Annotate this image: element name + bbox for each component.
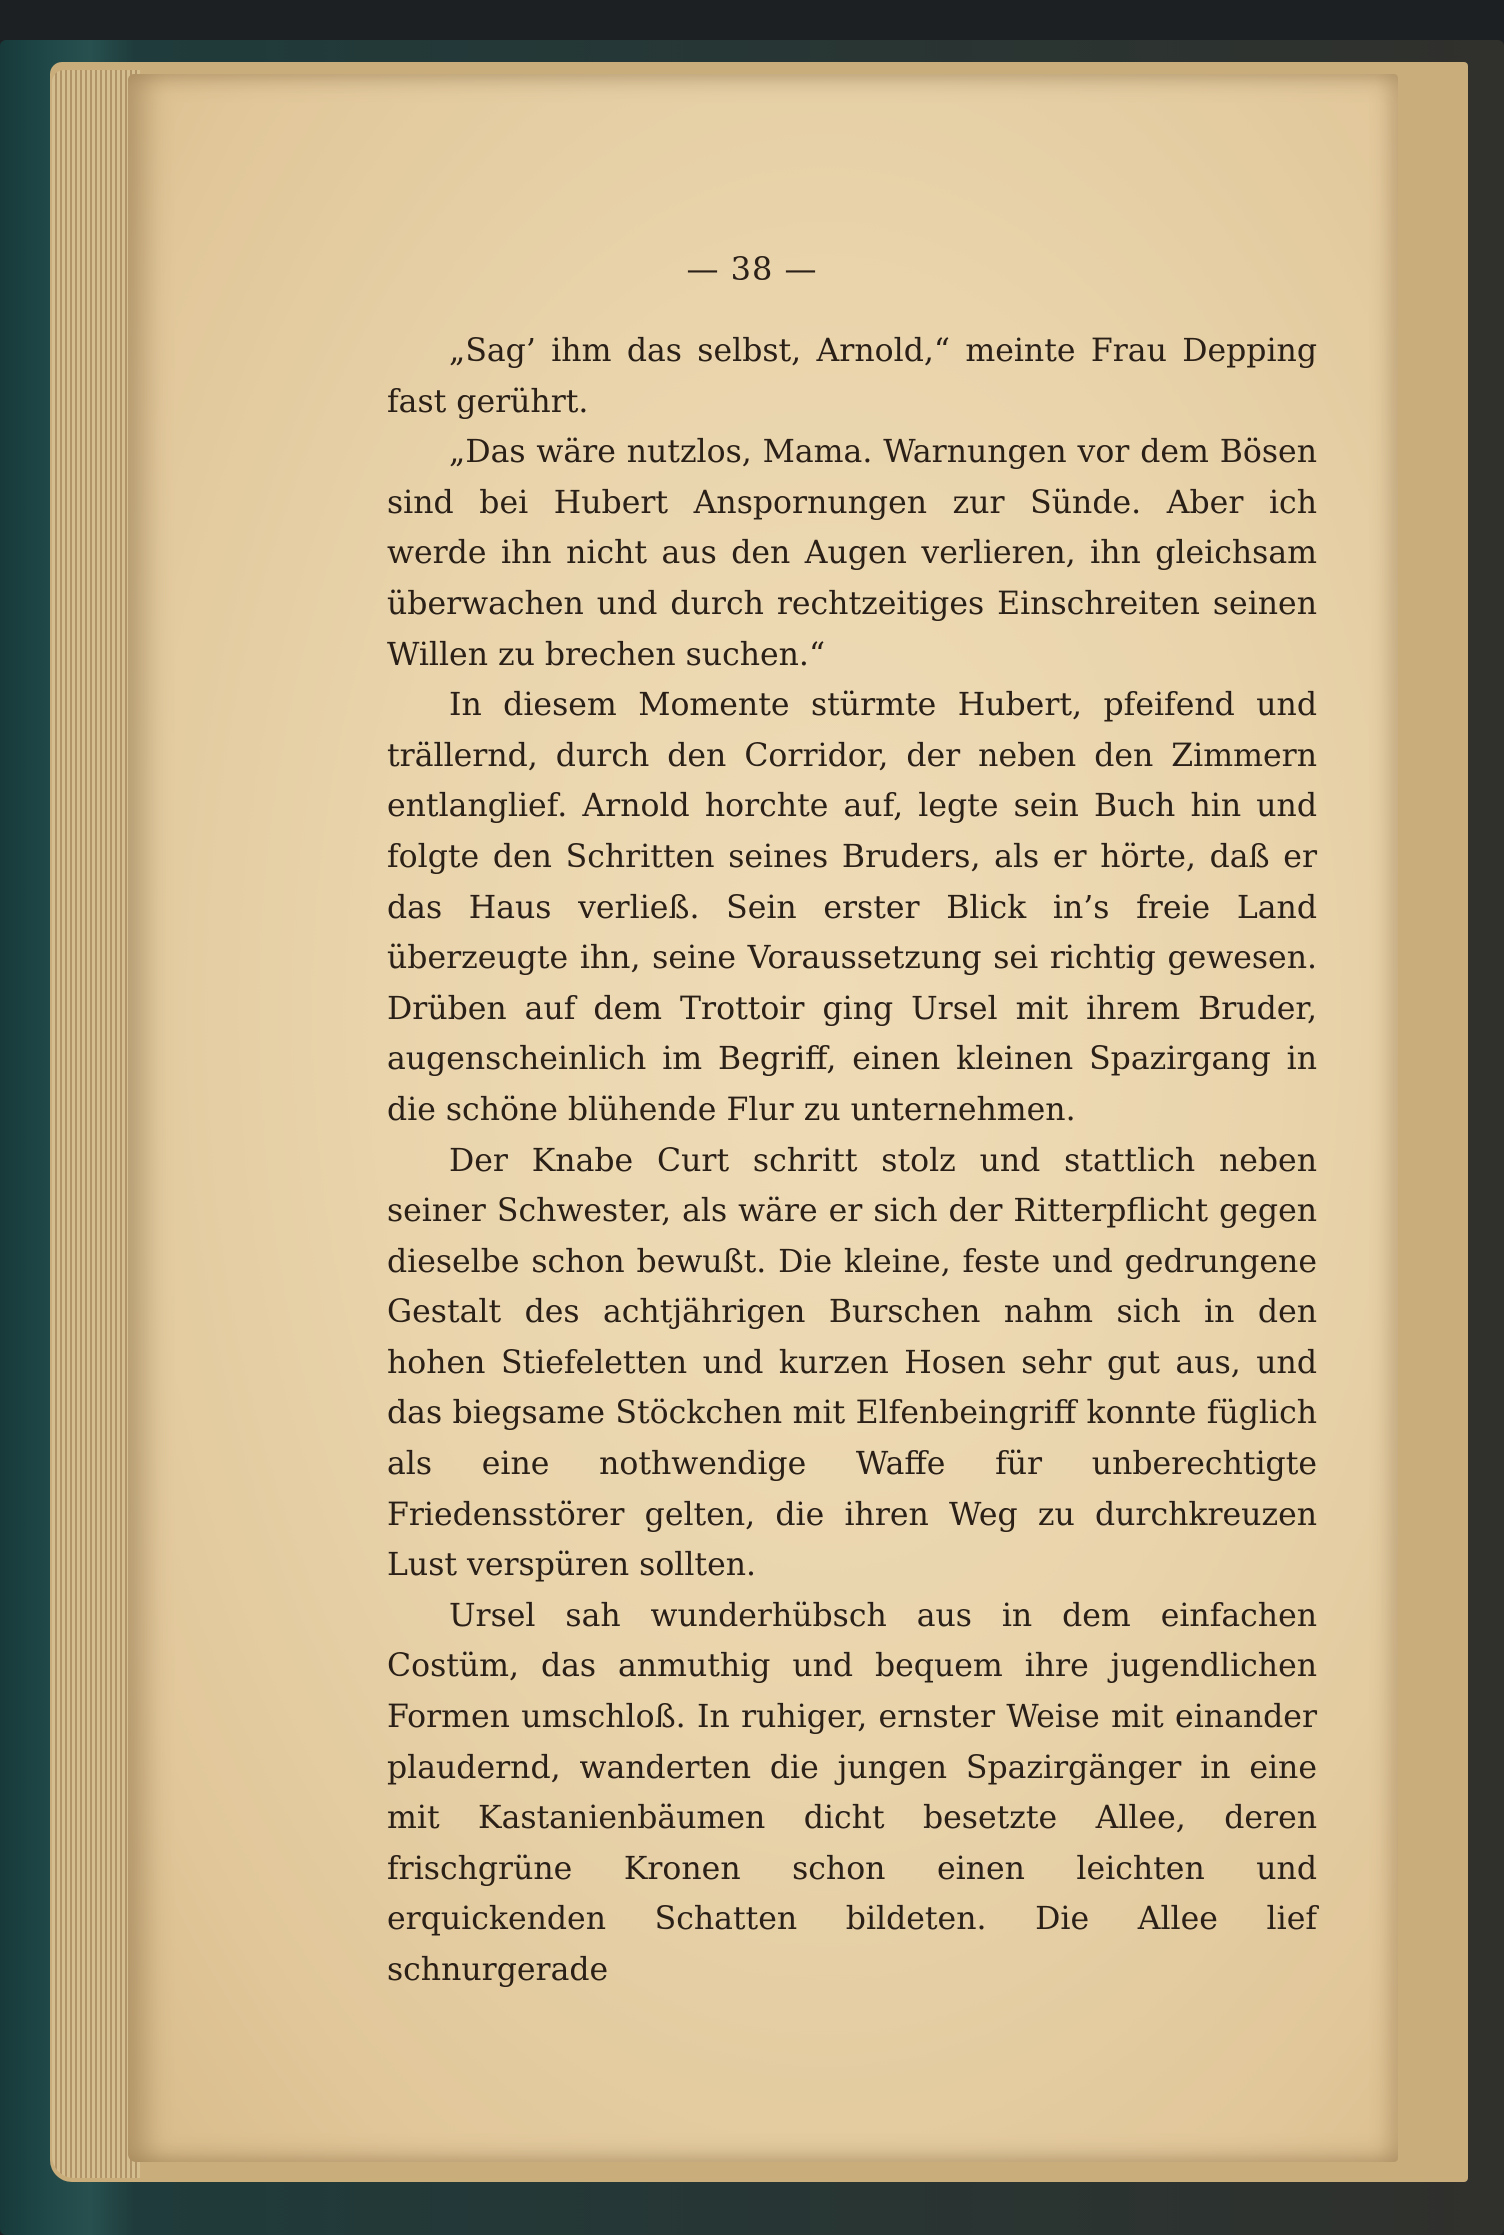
paragraph: Ursel sah wunderhübsch aus in dem einfachen Costüm, das anmuthig und bequem ihre jugendlichen Formen umschloß. In ruhiger, ernster Weise mit einander plaudernd, wanderten die jungen Spazirgänger in eine mit Kastanienbäumen dicht besetzte Allee, deren frischgrüne Kronen schon einen leichten und erquickenden Schatten bildeten. Die Allee lief schnurgerade — [387, 1597, 1317, 1988]
page-number: — 38 — — [686, 250, 818, 288]
paragraph: In diesem Momente stürmte Hubert, pfeifend und trällernd, durch den Corridor, der neben den Zimmern entlanglief. Arnold horchte auf, legte sein Buch hin und folgte den Schritten seines Bruders, als er hörte, daß er das Haus verließ. Sein erster Blick in’s freie Land überzeugte ihn, seine Voraussetzung sei richtig gewesen. Drüben auf dem Trottoir ging Ursel mit ihrem Bruder, augenscheinlich im Begriff, einen kleinen Spazirgang in die schöne blühende Flur zu unternehmen. — [387, 687, 1317, 1128]
paragraph: „Sag’ ihm das selbst, Arnold,“ meinte Frau Depping fast gerührt. — [387, 333, 1317, 420]
page-edges — [52, 70, 140, 2178]
paragraph: Der Knabe Curt schritt stolz und stattlich neben seiner Schwester, als wäre er sich der Ritterpflicht gegen dieselbe schon bewußt. Die kleine, feste und gedrungene Gestalt des achtjährigen Burschen nahm sich in den hohen Stiefeletten und kurzen Hosen sehr gut aus, und das biegsame Stöckchen mit Elfenbeingriff konnte füglich als eine nothwendige Waffe für unberechtigte Friedensstörer gelten, die ihren Weg zu durchkreuzen Lust verspüren sollten. — [387, 1142, 1317, 1584]
body-text — [387, 326, 1317, 1996]
paragraph: „Das wäre nutzlos, Mama. Warnungen vor dem Bösen sind bei Hubert Anspornungen zur Sünde. Aber ich werde ihn nicht aus den Augen verlieren, ihn gleichsam überwachen und durch rechtzeitiges Einschreiten seinen Willen zu brechen suchen.“ — [387, 434, 1317, 673]
